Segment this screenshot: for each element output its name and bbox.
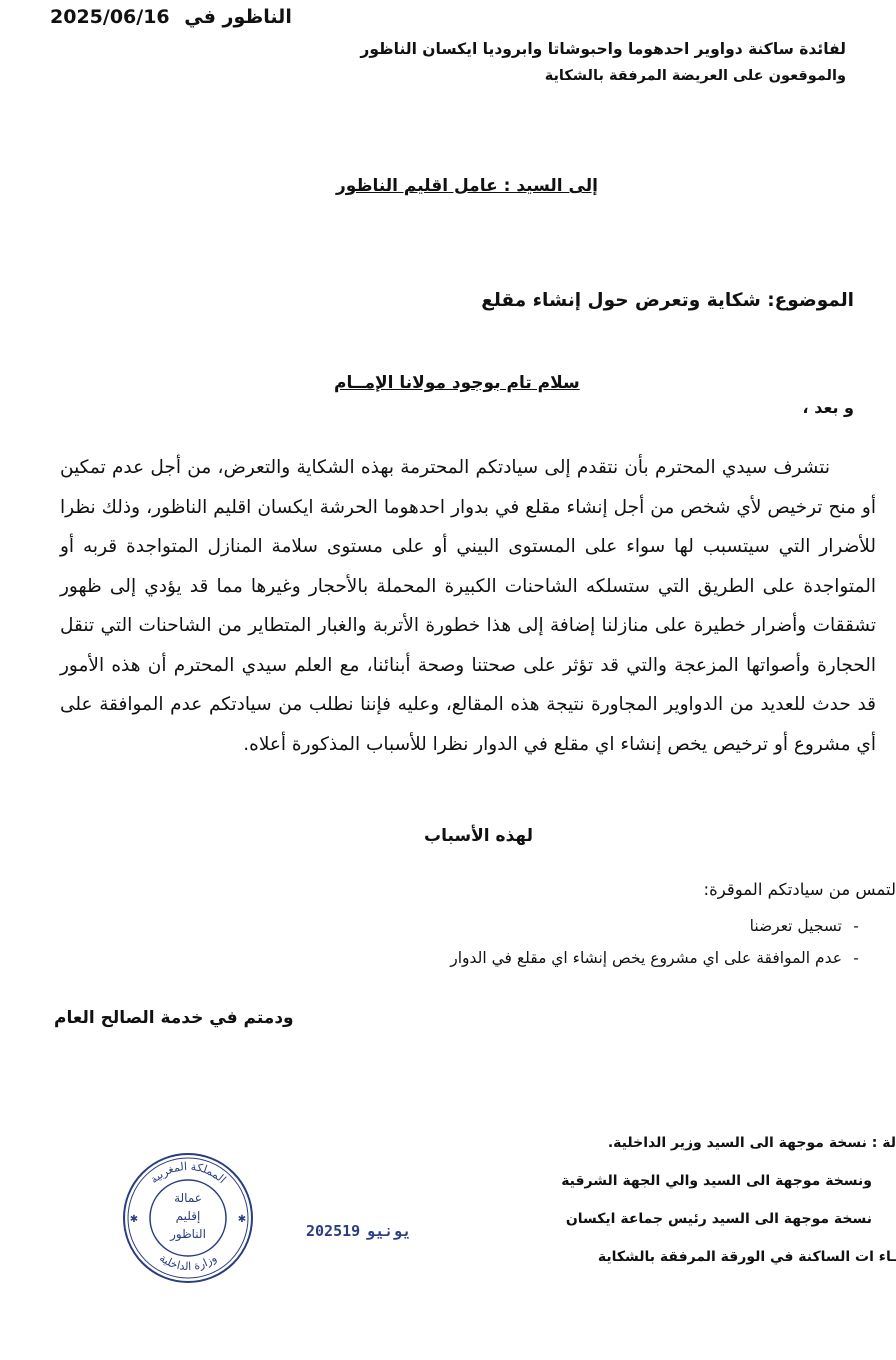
copy-item: لة : نسخة موجهة الى السيد وزير الداخلية. <box>607 1135 896 1151</box>
svg-text:وزارة الداخلية <box>157 1251 219 1273</box>
seal-center-3: الناظور <box>170 1227 206 1241</box>
reasons-heading: لهذه الأسباب <box>424 826 533 846</box>
svg-text:المملكة المغربية <box>148 1160 229 1186</box>
seal-center-1: عمالة <box>174 1191 202 1205</box>
request-item: -تسجيل تعرضنا <box>749 917 859 935</box>
copies-list <box>561 1124 896 1276</box>
received-date-stamp <box>306 1222 417 1240</box>
sender-line-1: لفائدة ساكنة دواوير احدهوما واحبوشاتا وابروديا ايكسان الناظور <box>360 40 846 58</box>
seal-center-2: إقليم <box>175 1209 201 1223</box>
sender-line-2: والموقعون على العريضة المرفقة بالشكاية <box>544 68 846 84</box>
header-date: 2025/06/16 <box>50 6 170 28</box>
svg-text:✱: ✱ <box>129 1214 139 1225</box>
copy-item: نسخة موجهة الى السيد رئيس جماعة ايكسان <box>565 1211 872 1227</box>
recipient-line: إلى السيد : عامل اقليم الناظور <box>336 176 598 196</box>
greeting-line: سلام تام بوجود مولانا الإمــام <box>334 373 580 393</box>
letter-body: نتشرف سيدي المحترم بأن نتقدم إلى سيادتكم المحترمة بهذه الشكاية والتعرض، من أجل عدم تمكين أو منح ترخيص لأي شخص من أجل إنشاء مقلع في بدوار احدهوما الحرشة ايكسان اقليم الناظور، وذلك نظرا للأضرار التي سيتسبب لها سواء على المستوى البيني أو على مستوى سلامة المنازل المتواجدة قربه أو المتواجدة على الطريق التي ستسلكه الشاحنات الكبيرة المحملة بالأحجار وغيرها مما قد يؤدي إلى ظهور تشققات وأضرار خطيرة على منازلنا إضافة إلى هذا خطورة الأتربة والغبار المتطاير من الشاحنات التي تنقل الحجارة وأصواتها المزعجة والتي قد تؤثر على صحتنا وصحة أبنائنا، مع العلم سيدي المحترم أن هذه الأمور قد حدث للعديد من الدواوير المجاورة نتيجة هذه المقالع، وعليه فإننا نطلب من سيادتكم عدم الموافقة على أي مشروع أو ترخيص يخص إنشاء اي مقلع في الدوار نظرا للأسباب المذكورة أعلاه. <box>60 457 876 755</box>
copy-item: ونسخة موجهة الى السيد والي الجهة الشرقية <box>561 1173 872 1189</box>
header-date-line <box>50 6 292 28</box>
copy-item: ـاء ات الساكنة في الورقة المرفقة بالشكاية <box>597 1249 896 1265</box>
seal-ring-top: المملكة المغربية <box>147 1159 229 1187</box>
stamp-month: يونيو <box>366 1222 412 1240</box>
stamp-year: 2025 <box>306 1222 343 1240</box>
official-seal-icon <box>118 1148 258 1288</box>
closing-line: ودمتم في خدمة الصالح العام <box>54 1008 294 1028</box>
request-title: لتمس من سيادتكم الموقرة: <box>703 880 896 899</box>
request-item: -عدم الموافقة على اي مشروع يخص إنشاء اي مقلع في الدوار <box>450 949 859 967</box>
subject-line: الموضوع: شكاية وتعرض حول إنشاء مقلع <box>481 290 854 311</box>
seal-ring-bottom: وزارة الداخلية <box>156 1251 220 1274</box>
request-list <box>450 910 870 974</box>
wa-baad: و بعد ، <box>802 398 854 417</box>
svg-text:✱: ✱ <box>237 1214 247 1225</box>
stamp-day: 19 <box>342 1222 361 1240</box>
header-place-label: الناظور في <box>184 6 292 28</box>
